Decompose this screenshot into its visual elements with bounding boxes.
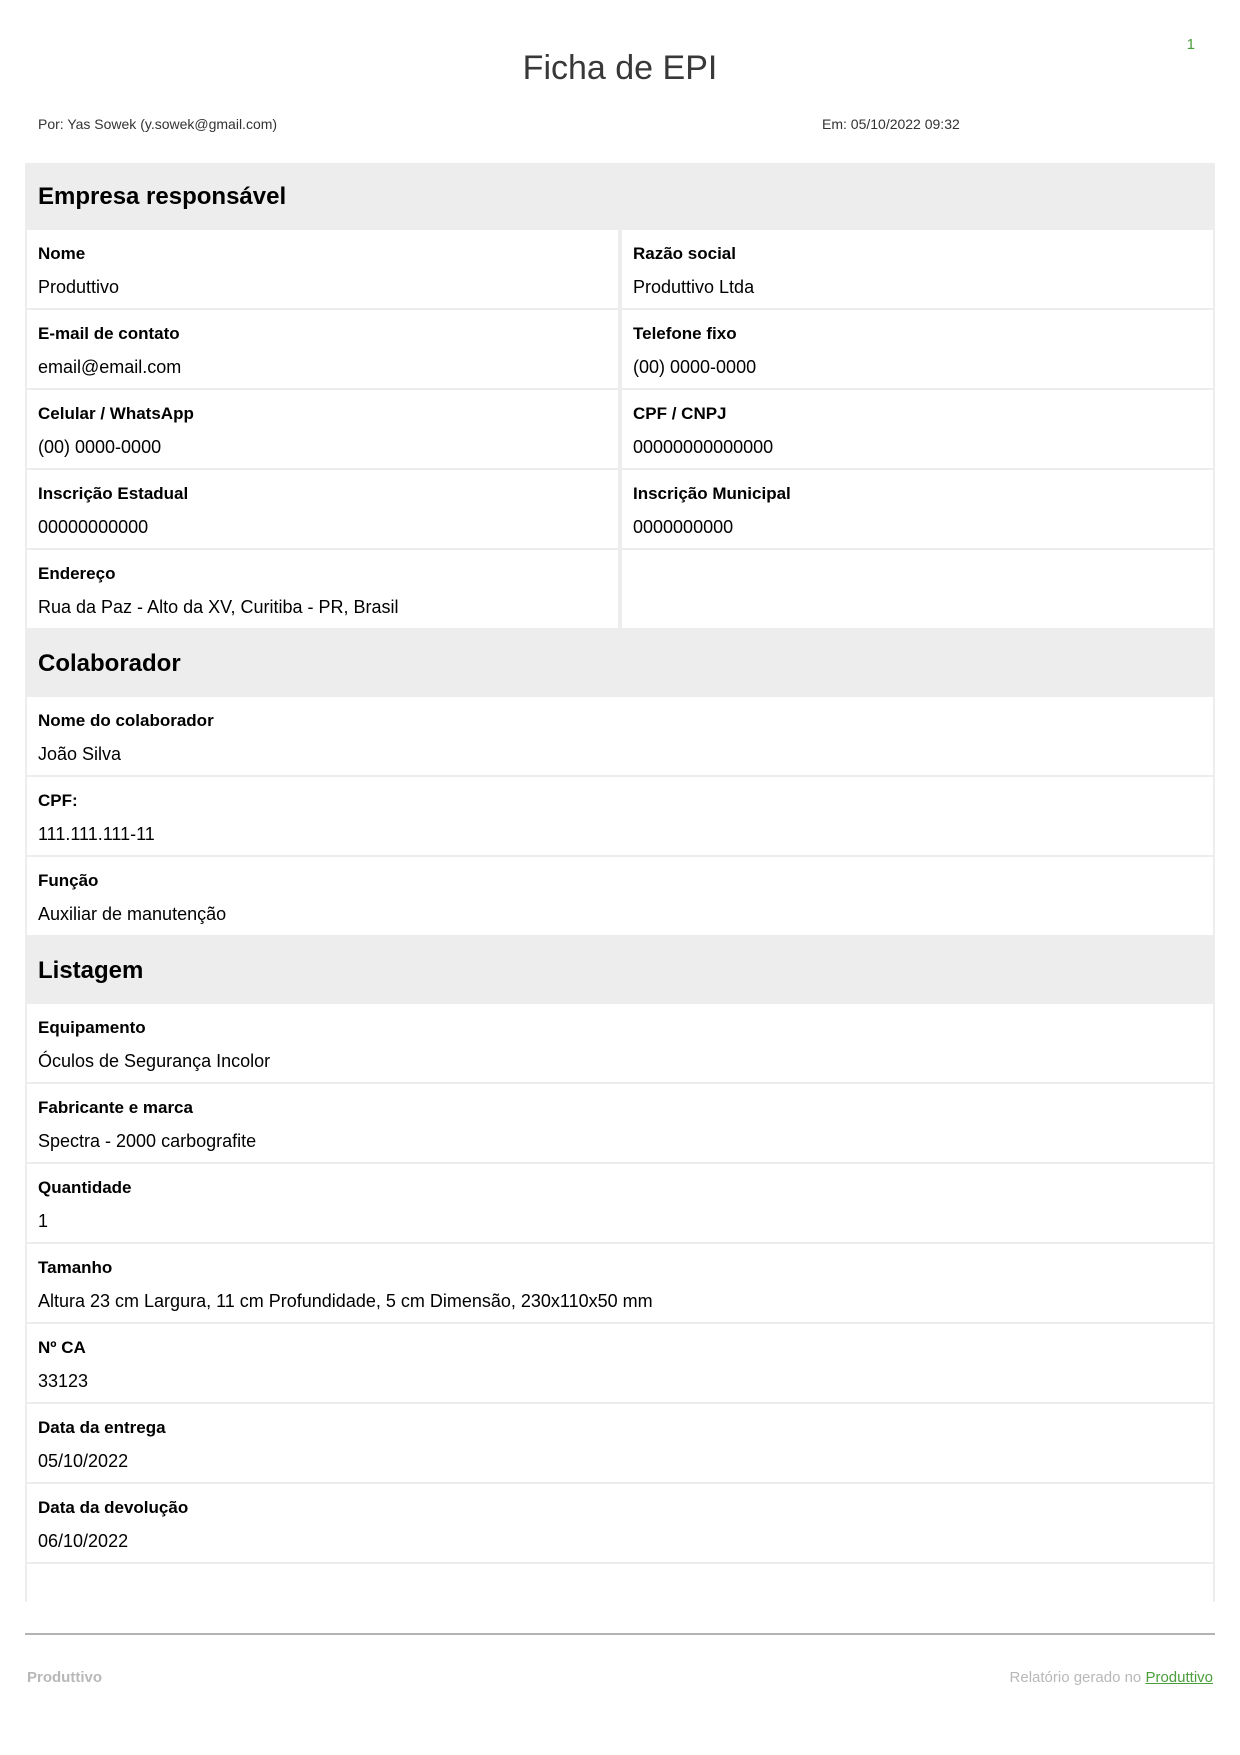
table-row: [27, 1004, 1213, 1082]
field-label: Data da entrega: [38, 1418, 166, 1437]
field-cpf-cnpj: [622, 390, 1213, 468]
empty-cell: [622, 550, 1213, 628]
table-row: [27, 550, 1213, 628]
footer-generated-prefix: Relatório gerado no: [1009, 1669, 1146, 1686]
field-value: 0000000000: [633, 517, 734, 537]
field-value: (00) 0000-0000: [38, 437, 162, 457]
field-label: Data da devolução: [38, 1498, 189, 1517]
field-label: Nome do colaborador: [38, 711, 214, 730]
field-email: [27, 310, 618, 388]
section-header-colaborador: Colaborador: [38, 649, 181, 677]
field-tamanho: [27, 1244, 1213, 1322]
field-value: Spectra - 2000 carbografite: [38, 1131, 257, 1151]
field-value: 1: [38, 1211, 49, 1231]
field-data-entrega: [27, 1404, 1213, 1482]
field-label: Nome: [38, 244, 86, 263]
field-value: (00) 0000-0000: [633, 357, 757, 377]
field-label: Inscrição Municipal: [633, 484, 791, 503]
table-row: [27, 1084, 1213, 1162]
table-row: [27, 310, 1213, 388]
table-row: [27, 1404, 1213, 1482]
field-value: Rua da Paz - Alto da XV, Curitiba - PR, Brasil: [38, 597, 399, 617]
field-label: Telefone fixo: [633, 324, 737, 343]
table-row: [27, 230, 1213, 308]
field-label: Inscrição Estadual: [38, 484, 189, 503]
field-inscricao-municipal: [622, 470, 1213, 548]
footer-produttivo-link[interactable]: Produttivo: [1145, 1669, 1213, 1686]
field-value: email@email.com: [38, 357, 182, 377]
field-label: CPF / CNPJ: [633, 404, 727, 423]
field-quantidade: [27, 1164, 1213, 1242]
field-equipamento: [27, 1004, 1213, 1082]
table-row: [27, 470, 1213, 548]
field-value: 33123: [38, 1371, 89, 1391]
field-fabricante-marca: [27, 1084, 1213, 1162]
table-row: [27, 1164, 1213, 1242]
table-row: [27, 1484, 1213, 1562]
page-title: Ficha de EPI: [522, 49, 718, 87]
section-header-listagem: Listagem: [38, 956, 144, 984]
field-label: Celular / WhatsApp: [38, 404, 194, 423]
field-celular-whatsapp: [27, 390, 618, 468]
field-value: Produttivo Ltda: [633, 277, 755, 297]
field-label: Razão social: [633, 244, 736, 263]
field-label: Quantidade: [38, 1178, 132, 1197]
field-label: Tamanho: [38, 1258, 113, 1277]
field-label: Equipamento: [38, 1018, 146, 1037]
footer-brand: Produttivo: [27, 1669, 102, 1686]
field-value: 00000000000000: [633, 437, 774, 457]
datetime-line: Em: 05/10/2022 09:32: [822, 116, 960, 132]
field-label: Função: [38, 871, 99, 890]
field-value: 111.111.111-11: [38, 824, 155, 844]
field-value: Óculos de Segurança Incolor: [38, 1051, 271, 1071]
table-row: [27, 777, 1213, 855]
field-value: 06/10/2022: [38, 1531, 129, 1551]
field-label: CPF:: [38, 791, 78, 810]
table-row: [27, 857, 1213, 935]
report-header: [0, 0, 1240, 163]
field-value: Produttivo: [38, 277, 120, 297]
author-line: Por: Yas Sowek (y.sowek@gmail.com): [38, 116, 278, 132]
field-razao-social: [622, 230, 1213, 308]
empty-cell: [27, 1564, 1213, 1602]
table-row: [27, 390, 1213, 468]
field-inscricao-estadual: [27, 470, 618, 548]
field-label: E-mail de contato: [38, 324, 180, 343]
section-header-empresa: Empresa responsável: [38, 182, 287, 210]
field-value: Auxiliar de manutenção: [38, 904, 227, 924]
table-row: [27, 1244, 1213, 1322]
footer-generated-note: [1010, 1669, 1213, 1686]
table-row-truncated: [27, 1564, 1213, 1602]
field-endereco: [27, 550, 618, 628]
field-value: 05/10/2022: [38, 1451, 129, 1471]
field-value: Altura 23 cm Largura, 11 cm Profundidade, 5 cm Dimensão, 230x110x50 mm: [38, 1291, 653, 1311]
footer-divider: [25, 1633, 1215, 1635]
field-numero-ca: [27, 1324, 1213, 1402]
report-body: [25, 163, 1215, 1602]
field-nome: [27, 230, 618, 308]
field-funcao: [27, 857, 1213, 935]
field-value: João Silva: [38, 744, 122, 764]
field-cpf: [27, 777, 1213, 855]
field-value: 00000000000: [38, 517, 149, 537]
table-row: [27, 697, 1213, 775]
report-footer: [27, 1669, 1213, 1686]
field-label: Fabricante e marca: [38, 1098, 193, 1117]
field-label: Endereço: [38, 564, 116, 583]
page-number: 1: [1186, 36, 1195, 53]
field-nome-colaborador: [27, 697, 1213, 775]
field-data-devolucao: [27, 1484, 1213, 1562]
table-row: [27, 1324, 1213, 1402]
field-telefone-fixo: [622, 310, 1213, 388]
field-label: Nº CA: [38, 1338, 86, 1357]
